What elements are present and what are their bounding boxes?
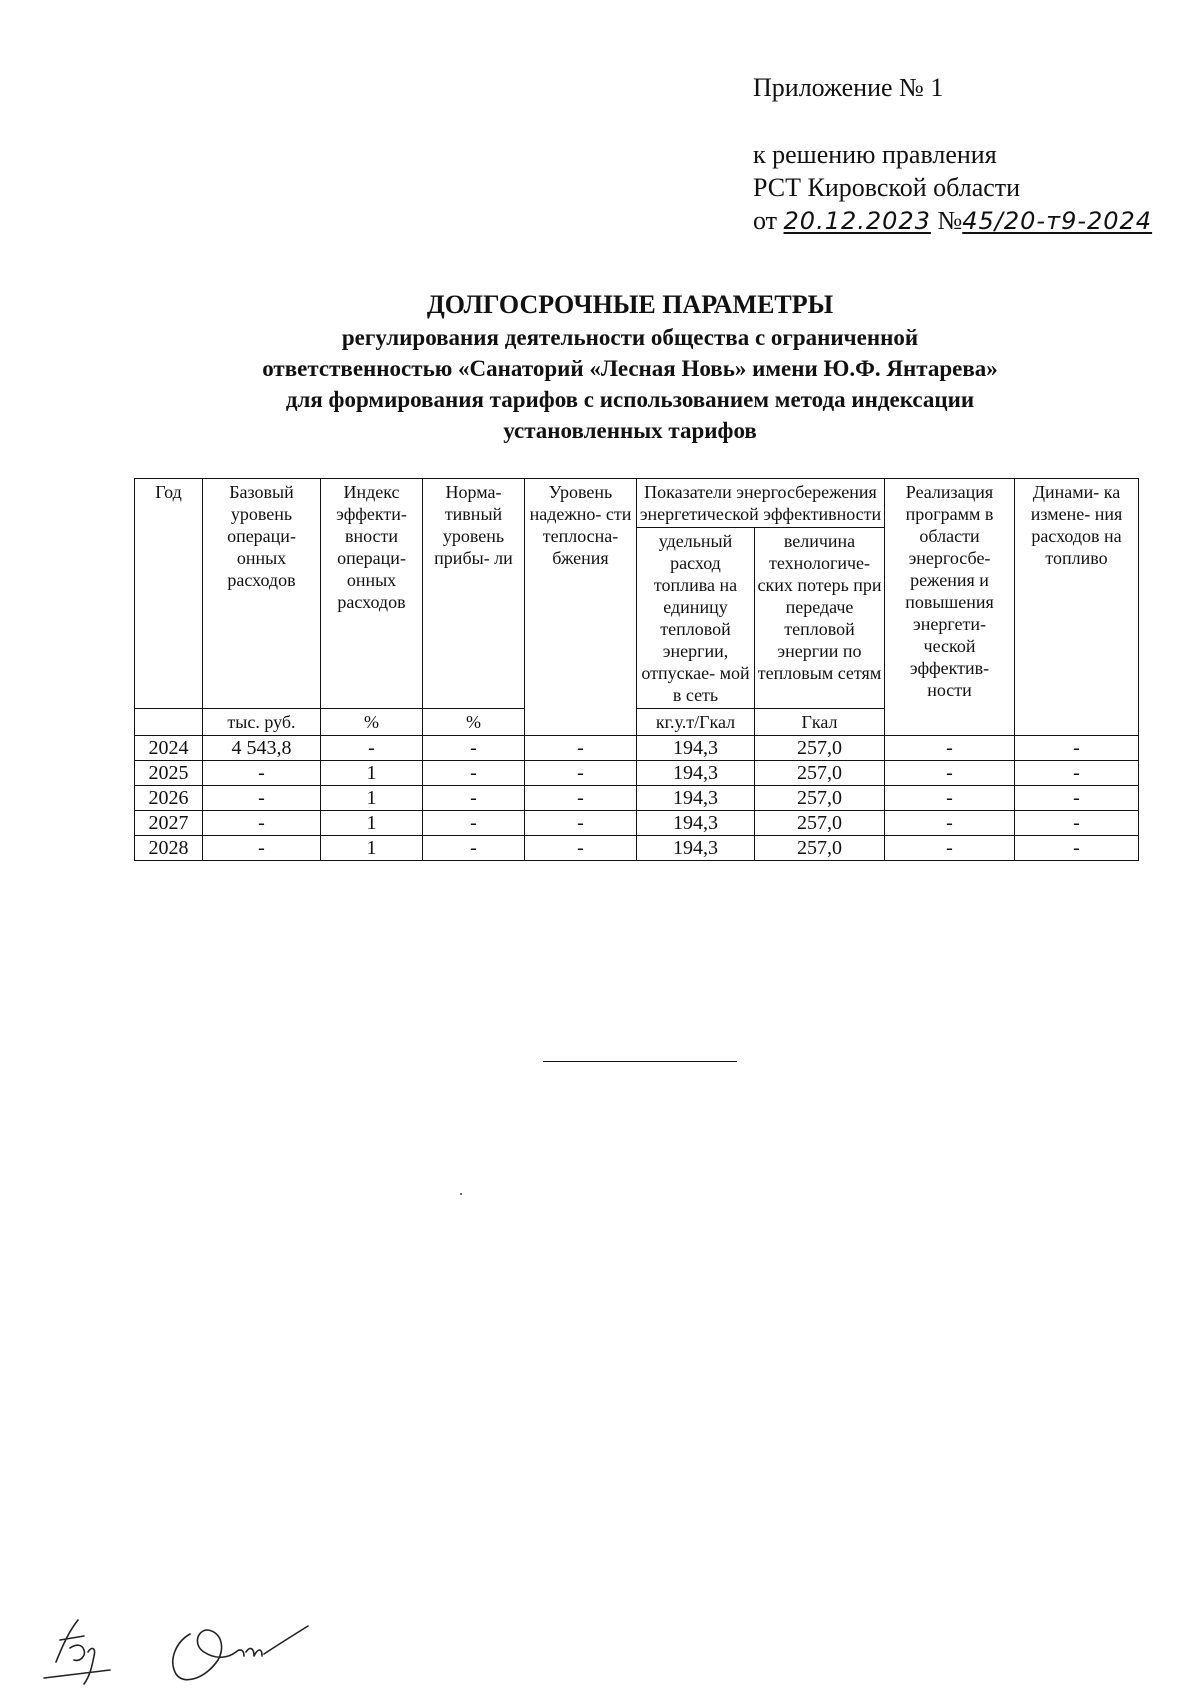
cell-index: 1 [321, 836, 423, 861]
cell-reliability: - [525, 761, 637, 786]
cell-index: 1 [321, 761, 423, 786]
unit-year [135, 709, 203, 736]
unit-base: тыс. руб. [203, 709, 321, 736]
title-line-5: установленных тарифов [503, 418, 757, 443]
cell-reliability: - [525, 811, 637, 836]
cell-fuel: 194,3 [637, 786, 755, 811]
handwritten-date: 20.12.2023 [783, 207, 931, 235]
unit-index: % [321, 709, 423, 736]
cell-losses: 257,0 [755, 736, 885, 761]
cell-dynamics: - [1015, 786, 1139, 811]
cell-fuel: 194,3 [637, 736, 755, 761]
cell-programs: - [885, 786, 1015, 811]
scan-speck [460, 1193, 462, 1195]
document-title [130, 288, 1130, 446]
cell-base: - [203, 836, 321, 861]
cell-programs: - [885, 836, 1015, 861]
decision-line-2: РСТ Кировской области [753, 173, 1021, 202]
initials-signature [44, 1620, 110, 1684]
second-signature [173, 1626, 308, 1680]
unit-profit: % [423, 709, 525, 736]
table-row [135, 761, 1139, 786]
cell-profit: - [423, 811, 525, 836]
table-row [135, 811, 1139, 836]
parameters-table [134, 478, 1139, 861]
col-header-reliability: Уровень надежно- сти теплосна- бжения [525, 479, 637, 736]
col-header-dynamics: Динами- ка измене- ния расходов на топливо [1015, 479, 1139, 736]
col-header-index: Индекс эффекти- вности операци- онных расходов [321, 479, 423, 709]
cell-dynamics: - [1015, 836, 1139, 861]
cell-dynamics: - [1015, 736, 1139, 761]
cell-reliability: - [525, 736, 637, 761]
cell-fuel: 194,3 [637, 761, 755, 786]
cell-dynamics: - [1015, 761, 1139, 786]
cell-programs: - [885, 811, 1015, 836]
cell-reliability: - [525, 836, 637, 861]
cell-base: - [203, 811, 321, 836]
cell-fuel: 194,3 [637, 811, 755, 836]
cell-losses: 257,0 [755, 836, 885, 861]
signatures [40, 1590, 320, 1690]
decision-date-number [753, 204, 1152, 238]
cell-base: 4 543,8 [203, 736, 321, 761]
cell-base: - [203, 761, 321, 786]
end-separator-line [543, 1061, 737, 1062]
cell-losses: 257,0 [755, 786, 885, 811]
table-row [135, 836, 1139, 861]
title-line-2: регулирования деятельности общества с ограниченной [341, 325, 919, 350]
title-line-3: ответственностью «Санаторий «Лесная Новь» имени Ю.Ф. Янтарева» [262, 356, 998, 381]
cell-profit: - [423, 836, 525, 861]
cell-profit: - [423, 761, 525, 786]
cell-programs: - [885, 736, 1015, 761]
cell-year: 2025 [135, 761, 203, 786]
cell-index: - [321, 736, 423, 761]
cell-year: 2028 [135, 836, 203, 861]
decision-reference [753, 138, 1152, 238]
date-prefix: от [753, 206, 778, 235]
cell-year: 2024 [135, 736, 203, 761]
cell-profit: - [423, 736, 525, 761]
cell-losses: 257,0 [755, 761, 885, 786]
cell-index: 1 [321, 811, 423, 836]
cell-base: - [203, 786, 321, 811]
col-header-base: Базовый уровень операци- онных расходов [203, 479, 321, 709]
handwritten-number: 45/20-т9-2024 [962, 207, 1153, 235]
col-header-year: Год [135, 479, 203, 709]
table-header-row [135, 479, 1139, 528]
cell-year: 2026 [135, 786, 203, 811]
col-header-fuel: удельный расход топлива на единицу тепловой энергии, отпускае- мой в сеть [637, 528, 755, 709]
col-header-losses: величина технологиче- ских потерь при передаче тепловой энергии по тепловым сетям [755, 528, 885, 709]
decision-line-1: к решению правления [753, 140, 997, 169]
title-line-1: ДОЛГОСРОЧНЫЕ ПАРАМЕТРЫ [426, 290, 834, 319]
table-row [135, 786, 1139, 811]
appendix-label: Приложение № 1 [753, 73, 944, 102]
unit-losses: Гкал [755, 709, 885, 736]
cell-year: 2027 [135, 811, 203, 836]
col-header-programs: Реализация программ в области энергосбе- режения и повышения энергети- ческой эффектив- ности [885, 479, 1015, 736]
title-line-4: для формирования тарифов с использованием метода индексации [285, 387, 975, 412]
cell-profit: - [423, 786, 525, 811]
col-header-energy-group: Показатели энергосбережения энергетической эффективности [637, 479, 885, 528]
cell-losses: 257,0 [755, 811, 885, 836]
cell-programs: - [885, 761, 1015, 786]
cell-fuel: 194,3 [637, 836, 755, 861]
unit-fuel: кг.у.т/Гкал [637, 709, 755, 736]
table-row [135, 736, 1139, 761]
cell-reliability: - [525, 786, 637, 811]
col-header-profit: Норма- тивный уровень прибы- ли [423, 479, 525, 709]
number-prefix: № [937, 206, 963, 235]
cell-index: 1 [321, 786, 423, 811]
cell-dynamics: - [1015, 811, 1139, 836]
